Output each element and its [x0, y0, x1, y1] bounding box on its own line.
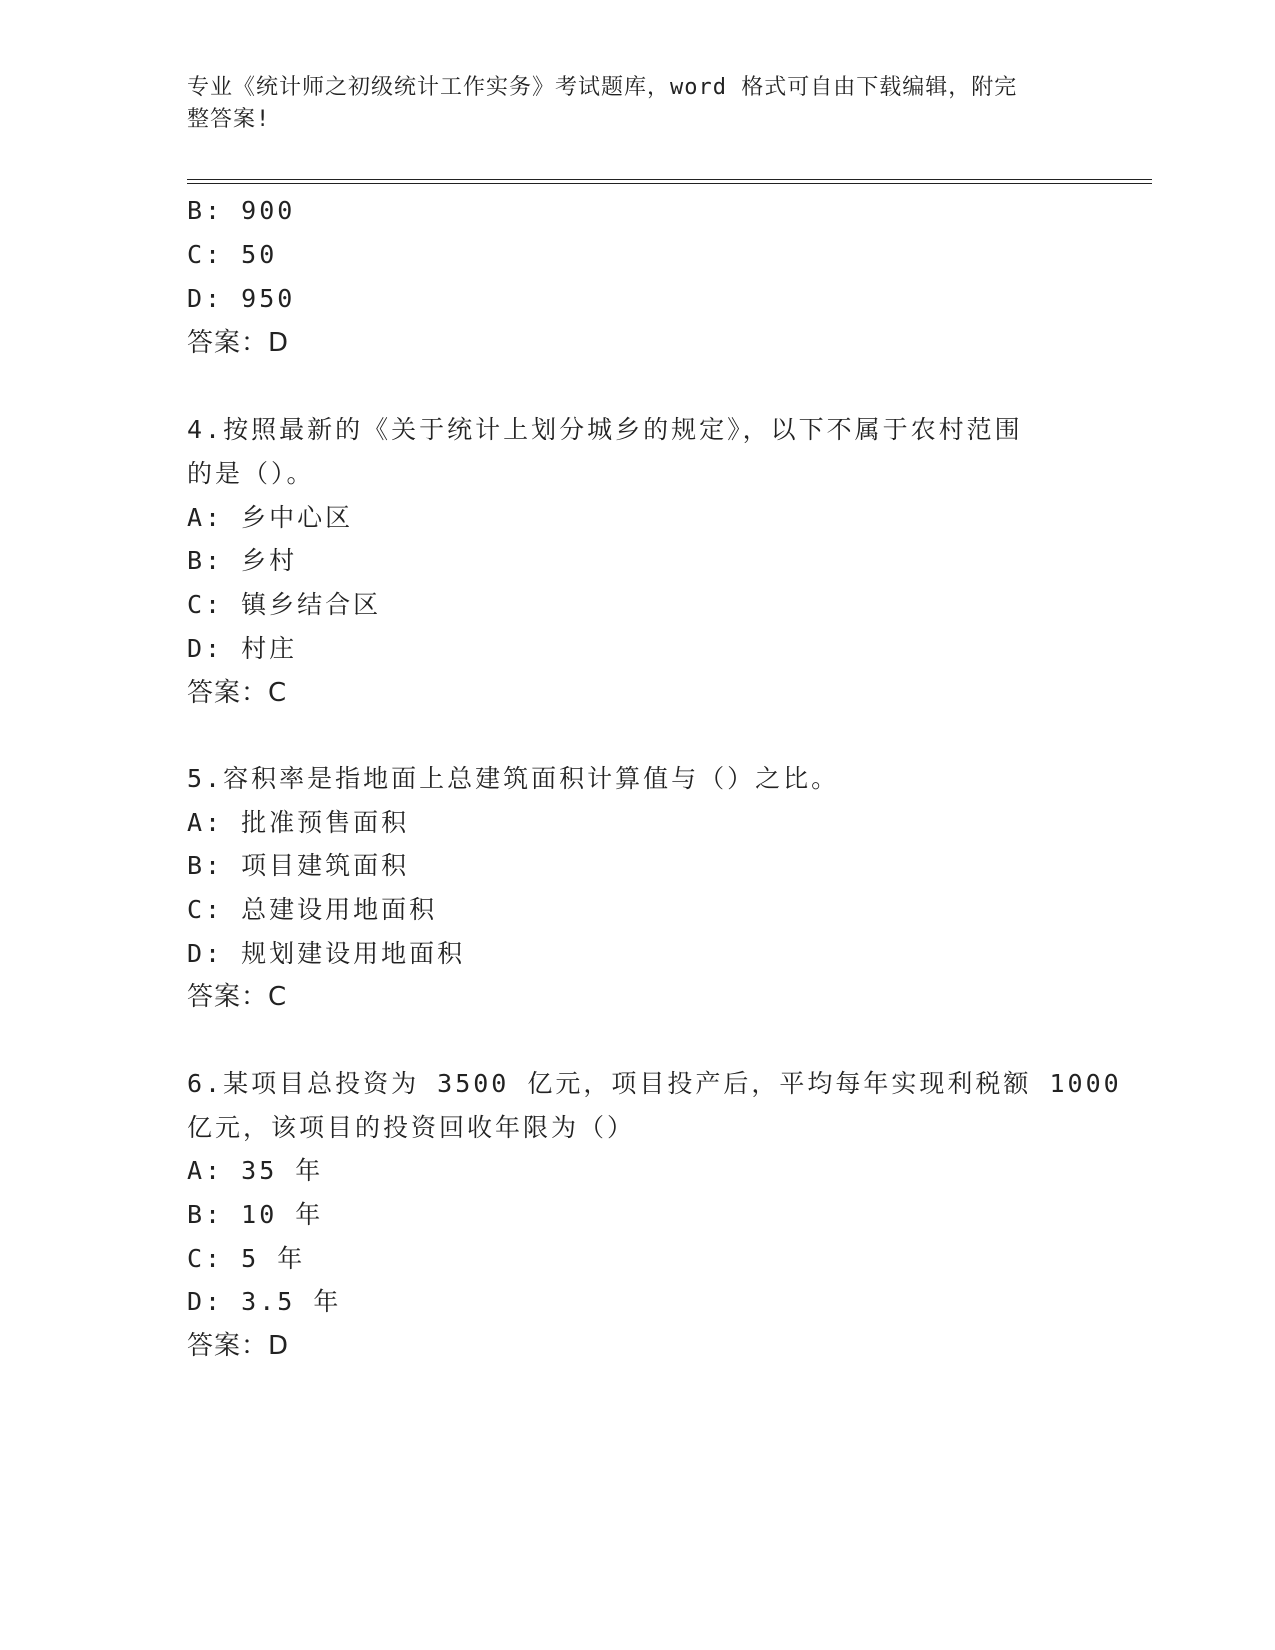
q5-option-c: C: 总建设用地面积	[187, 895, 438, 924]
q3-answer: 答案：D	[187, 328, 290, 358]
q6-stem-line-1: 6.某项目总投资为 3500 亿元，项目投产后，平均每年实现利税额 1000	[187, 1069, 1122, 1098]
page-header	[187, 72, 1087, 136]
q6-stem-line-2: 亿元，该项目的投资回收年限为（）	[187, 1113, 636, 1142]
header-line-2: 整答案!	[187, 107, 271, 132]
q6-option-c: C: 5 年	[187, 1244, 306, 1273]
q5-option-b: B: 项目建筑面积	[187, 851, 410, 880]
q4-stem-line-2: 的是（）。	[187, 459, 315, 488]
q5-answer: 答案：C	[187, 982, 288, 1012]
q4-option-a: A: 乡中心区	[187, 503, 354, 532]
q4-answer: 答案：C	[187, 678, 288, 708]
header-line-1: 专业《统计师之初级统计工作实务》考试题库，word 格式可自由下载编辑，附完	[187, 75, 1018, 100]
q6-answer: 答案：D	[187, 1331, 290, 1361]
q5-option-d: D: 规划建设用地面积	[187, 939, 466, 968]
q3-option-d: D: 950	[187, 284, 296, 313]
header-rule-top	[187, 179, 1152, 180]
q5-stem-line-1: 5.容积率是指地面上总建筑面积计算值与（）之比。	[187, 764, 840, 793]
q4-option-c: C: 镇乡结合区	[187, 590, 382, 619]
q4-option-b: B: 乡村	[187, 546, 298, 575]
q4-option-d: D: 村庄	[187, 634, 298, 663]
q6-option-d: D: 3.5 年	[187, 1287, 342, 1316]
q5-option-a: A: 批准预售面积	[187, 808, 410, 837]
q6-option-a: A: 35 年	[187, 1156, 324, 1185]
q3-option-c: C: 50	[187, 240, 278, 269]
q3-option-b: B: 900	[187, 196, 296, 225]
q4-stem-line-1: 4.按照最新的《关于统计上划分城乡的规定》，以下不属于农村范围	[187, 415, 1023, 444]
q6-option-b: B: 10 年	[187, 1200, 324, 1229]
header-rule-bottom	[187, 183, 1152, 184]
